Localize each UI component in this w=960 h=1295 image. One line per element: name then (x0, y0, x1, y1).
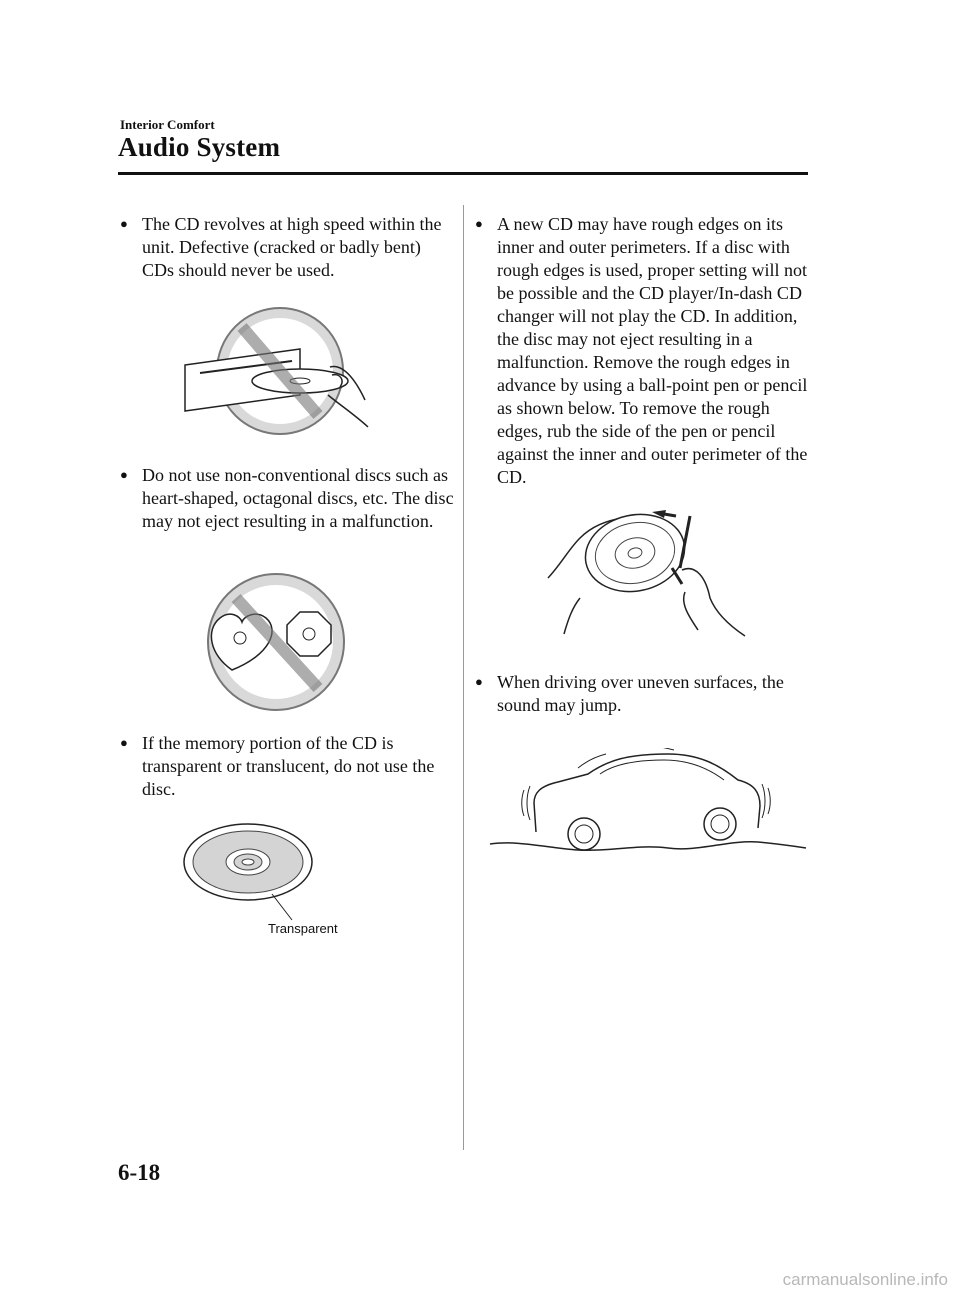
rear-wheel-icon (704, 808, 736, 840)
bullet-icon: ● (120, 735, 128, 750)
bullet-text: When driving over uneven surfaces, the sound may jump. (497, 672, 784, 715)
bullet-nonconventional-discs (120, 463, 454, 533)
bullet-rough-edges (475, 212, 809, 489)
bullet-icon: ● (120, 216, 128, 231)
transparent-disc-figure (180, 820, 320, 930)
bullet-text: A new CD may have rough edges on its inner and outer perimeters. If a disc with rough edges is used, proper setting will not be possible and the CD player/In-dash CD changer will not play the CD. In addition, the disc may not eject resulting in a malfunction. Remove the rough edges in advance by using a ball-point pen or pencil as shown below. To remove the rough edges, rub the side of the pen or pencil against the inner and outer perimeter of the CD. (497, 214, 808, 487)
bullet-defective-cd (120, 212, 454, 282)
bullet-transparent-disc (120, 731, 454, 801)
title-rule (118, 172, 808, 175)
bullet-text: If the memory portion of the CD is transparent or translucent, do not use the disc. (142, 733, 435, 799)
watermark: carmanualsonline.info (782, 1270, 948, 1289)
vibration-lines-icon (522, 786, 530, 820)
defective-cd-prohibited-figure (180, 305, 380, 435)
page-title: Audio System (118, 132, 281, 162)
bullet-icon: ● (475, 674, 483, 689)
bullet-text: Do not use non-conventional discs such as heart-shaped, octagonal discs, etc. The disc may not eject resulting in a malfunction. (142, 465, 454, 531)
uneven-road-icon (490, 842, 806, 851)
octagonal-disc-icon (287, 612, 331, 656)
odd-shaped-disc-prohibited-figure (200, 570, 350, 715)
caption-leader-line (272, 894, 292, 920)
car-uneven-road-figure (488, 748, 808, 858)
bullet-uneven-surfaces (475, 670, 809, 717)
bullet-icon: ● (475, 216, 483, 231)
transparent-caption: Transparent (268, 921, 338, 936)
remove-rough-edges-figure (540, 508, 755, 638)
column-divider (463, 205, 464, 1150)
front-wheel-icon (568, 818, 600, 850)
section-label: Interior Comfort (120, 117, 215, 132)
bullet-icon: ● (120, 467, 128, 482)
right-hand-icon (682, 569, 745, 636)
bullet-text: The CD revolves at high speed within the unit. Defective (cracked or badly bent) CDs should never be used. (142, 214, 442, 280)
page-number: 6-18 (118, 1160, 161, 1185)
